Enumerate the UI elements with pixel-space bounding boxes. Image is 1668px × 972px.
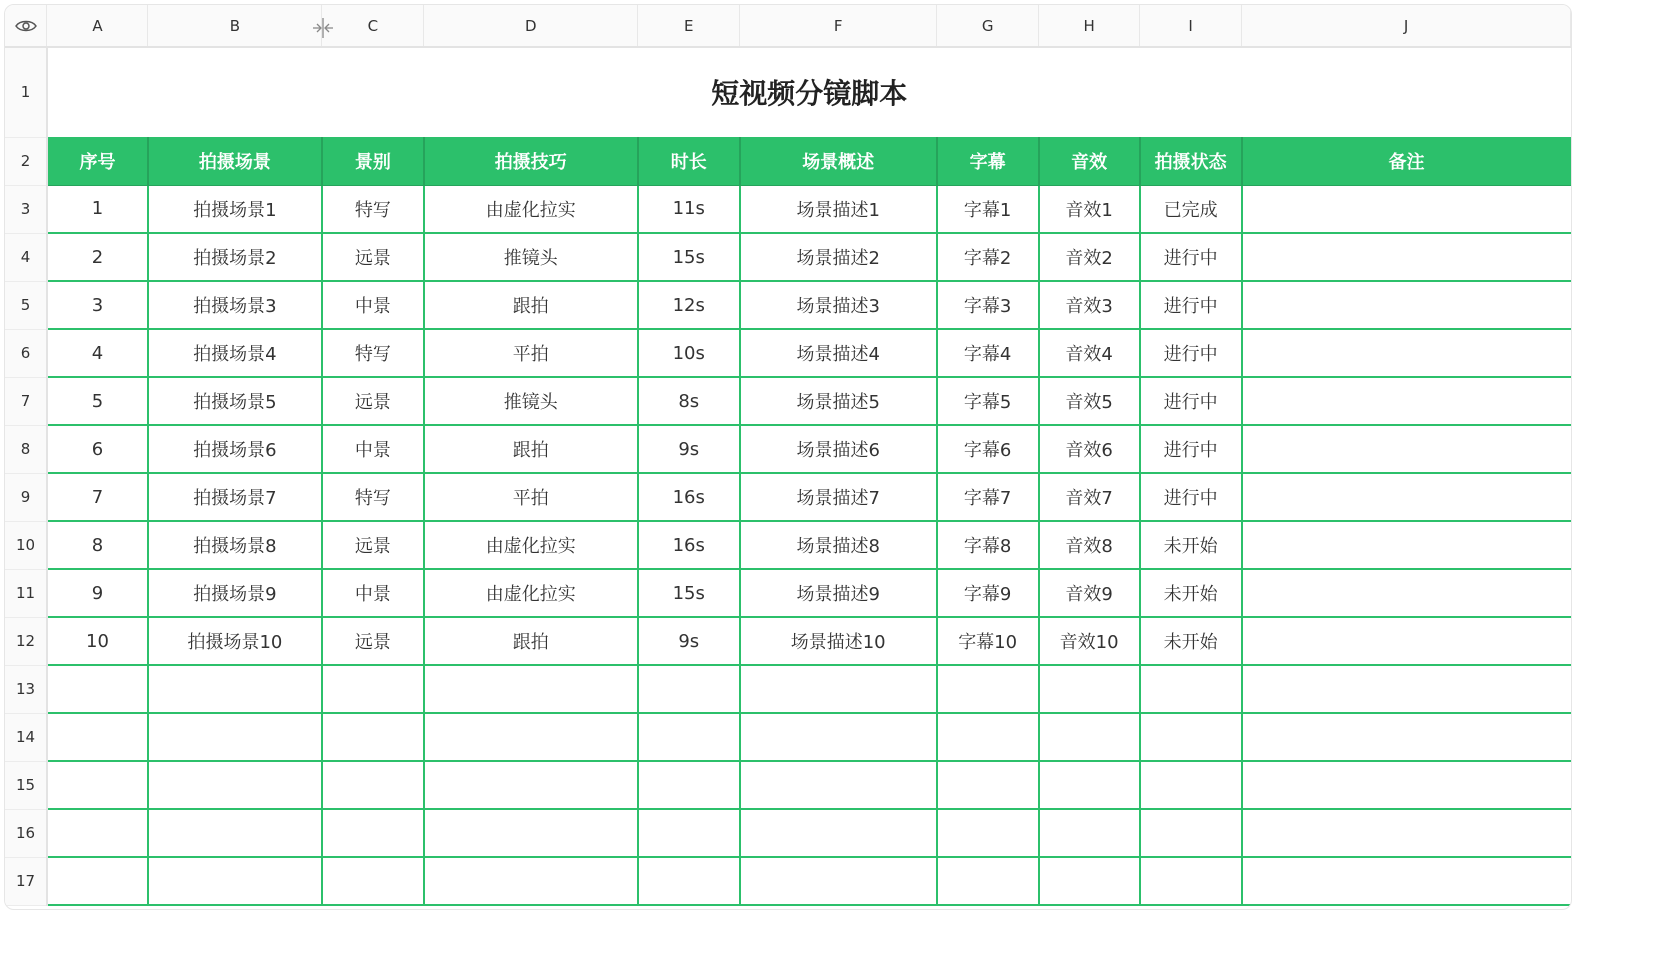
table-cell[interactable]: 字幕8 xyxy=(937,521,1039,569)
table-cell[interactable]: 音效3 xyxy=(1039,281,1140,329)
table-cell[interactable]: 进行中 xyxy=(1140,473,1242,521)
eye-icon[interactable] xyxy=(15,19,37,33)
table-row xyxy=(5,521,1571,569)
table-cell[interactable]: 场景描述7 xyxy=(740,473,937,521)
table-row xyxy=(5,377,1571,425)
header-cell[interactable]: 拍摄状态 xyxy=(1140,137,1242,185)
table-cell[interactable]: 跟拍 xyxy=(424,617,638,665)
table-cell[interactable] xyxy=(1242,857,1571,905)
header-cell[interactable]: 场景概述 xyxy=(740,137,937,185)
table-cell[interactable]: 音效10 xyxy=(1039,617,1140,665)
table-cell[interactable]: 10s xyxy=(638,329,740,377)
table-cell[interactable] xyxy=(1242,761,1571,809)
table-cell[interactable]: 拍摄场景1 xyxy=(148,185,322,233)
table-cell[interactable]: 音效6 xyxy=(1039,425,1140,473)
table-cell[interactable]: 8s xyxy=(638,377,740,425)
table-cell[interactable]: 场景描述2 xyxy=(740,233,937,281)
table-cell[interactable]: 字幕2 xyxy=(937,233,1039,281)
column-header-a[interactable]: A xyxy=(47,5,148,47)
table-cell[interactable] xyxy=(148,713,322,761)
table-cell[interactable]: 中景 xyxy=(322,281,424,329)
table-row xyxy=(5,713,1571,761)
header-cell[interactable]: 景别 xyxy=(322,137,424,185)
table-cell[interactable] xyxy=(47,713,148,761)
table-cell[interactable] xyxy=(322,665,424,713)
table-cell[interactable]: 进行中 xyxy=(1140,329,1242,377)
row-number[interactable]: 3 xyxy=(5,185,47,233)
table-header-row xyxy=(5,137,1571,185)
table-cell[interactable] xyxy=(322,713,424,761)
table-cell[interactable]: 字幕6 xyxy=(937,425,1039,473)
table-cell[interactable]: 2 xyxy=(47,233,148,281)
table-cell[interactable] xyxy=(322,809,424,857)
table-cell[interactable]: 9s xyxy=(638,425,740,473)
table-cell[interactable]: 音效5 xyxy=(1039,377,1140,425)
table-cell[interactable]: 特写 xyxy=(322,185,424,233)
table-cell[interactable]: 特写 xyxy=(322,473,424,521)
row-number[interactable]: 6 xyxy=(5,329,47,377)
table-row xyxy=(5,857,1571,905)
table-cell[interactable] xyxy=(424,713,638,761)
table-cell[interactable] xyxy=(937,665,1039,713)
table-cell[interactable]: 平拍 xyxy=(424,473,638,521)
column-header-g[interactable]: G xyxy=(937,5,1039,47)
table-cell[interactable]: 字幕7 xyxy=(937,473,1039,521)
table-cell[interactable] xyxy=(47,857,148,905)
row-number[interactable]: 16 xyxy=(5,809,47,857)
table-cell[interactable] xyxy=(638,713,740,761)
table-cell[interactable] xyxy=(1039,761,1140,809)
table-cell[interactable]: 未开始 xyxy=(1140,569,1242,617)
table-cell[interactable]: 字幕4 xyxy=(937,329,1039,377)
table-cell[interactable] xyxy=(638,809,740,857)
table-cell[interactable]: 场景描述9 xyxy=(740,569,937,617)
column-header-j[interactable]: J xyxy=(1242,5,1571,47)
table-cell[interactable] xyxy=(1242,569,1571,617)
table-cell[interactable] xyxy=(638,857,740,905)
table-cell[interactable]: 场景描述10 xyxy=(740,617,937,665)
table-cell[interactable]: 15s xyxy=(638,569,740,617)
table-cell[interactable] xyxy=(322,857,424,905)
table-row xyxy=(5,569,1571,617)
table-cell[interactable]: 拍摄场景6 xyxy=(148,425,322,473)
table-cell[interactable]: 16s xyxy=(638,473,740,521)
table-cell[interactable]: 字幕5 xyxy=(937,377,1039,425)
table-cell[interactable]: 4 xyxy=(47,329,148,377)
column-header-b[interactable]: B xyxy=(148,5,322,47)
spreadsheet xyxy=(4,4,1572,910)
table-cell[interactable]: 远景 xyxy=(322,617,424,665)
table-cell[interactable] xyxy=(740,665,937,713)
table-cell[interactable] xyxy=(937,857,1039,905)
table-cell[interactable] xyxy=(937,809,1039,857)
table-cell[interactable] xyxy=(47,761,148,809)
sheet-title-cell[interactable]: 短视频分镜脚本 xyxy=(47,47,1571,137)
table-cell[interactable]: 12s xyxy=(638,281,740,329)
table-cell[interactable]: 中景 xyxy=(322,425,424,473)
table-cell[interactable] xyxy=(937,713,1039,761)
column-header-row xyxy=(5,5,1571,47)
table-cell[interactable]: 未开始 xyxy=(1140,521,1242,569)
table-row xyxy=(5,329,1571,377)
table-cell[interactable]: 音效1 xyxy=(1039,185,1140,233)
row-number[interactable]: 1 xyxy=(5,47,47,137)
header-cell[interactable]: 字幕 xyxy=(937,137,1039,185)
row-number[interactable]: 17 xyxy=(5,857,47,905)
table-cell[interactable] xyxy=(148,857,322,905)
table-cell[interactable]: 进行中 xyxy=(1140,233,1242,281)
sheet-grid xyxy=(5,5,1571,906)
row-number[interactable]: 10 xyxy=(5,521,47,569)
table-row xyxy=(5,617,1571,665)
table-cell[interactable] xyxy=(47,665,148,713)
table-cell[interactable] xyxy=(740,713,937,761)
table-cell[interactable] xyxy=(1140,761,1242,809)
title-row xyxy=(5,47,1571,137)
table-cell[interactable] xyxy=(1140,665,1242,713)
table-cell[interactable]: 场景描述3 xyxy=(740,281,937,329)
row-number[interactable]: 14 xyxy=(5,713,47,761)
table-cell[interactable] xyxy=(1242,377,1571,425)
table-cell[interactable]: 推镜头 xyxy=(424,377,638,425)
table-cell[interactable]: 场景描述4 xyxy=(740,329,937,377)
column-header-h[interactable]: H xyxy=(1039,5,1140,47)
table-cell[interactable] xyxy=(1242,665,1571,713)
table-cell[interactable]: 进行中 xyxy=(1140,281,1242,329)
table-cell[interactable]: 字幕9 xyxy=(937,569,1039,617)
table-cell[interactable]: 拍摄场景4 xyxy=(148,329,322,377)
table-cell[interactable] xyxy=(638,761,740,809)
table-cell[interactable] xyxy=(1242,233,1571,281)
header-cell[interactable]: 时长 xyxy=(638,137,740,185)
table-cell[interactable] xyxy=(1242,521,1571,569)
row-number[interactable]: 12 xyxy=(5,617,47,665)
table-cell[interactable]: 平拍 xyxy=(424,329,638,377)
table-cell[interactable] xyxy=(47,809,148,857)
table-cell[interactable] xyxy=(1242,617,1571,665)
table-cell[interactable] xyxy=(740,809,937,857)
table-cell[interactable] xyxy=(424,809,638,857)
table-cell[interactable]: 3 xyxy=(47,281,148,329)
table-cell[interactable]: 5 xyxy=(47,377,148,425)
table-cell[interactable]: 远景 xyxy=(322,377,424,425)
column-header-c[interactable]: C xyxy=(322,5,424,47)
table-cell[interactable]: 9s xyxy=(638,617,740,665)
row-number[interactable]: 13 xyxy=(5,665,47,713)
table-cell[interactable]: 字幕10 xyxy=(937,617,1039,665)
table-row xyxy=(5,761,1571,809)
table-cell[interactable]: 特写 xyxy=(322,329,424,377)
table-cell[interactable]: 6 xyxy=(47,425,148,473)
table-cell[interactable]: 1 xyxy=(47,185,148,233)
table-cell[interactable] xyxy=(1140,713,1242,761)
table-cell[interactable] xyxy=(1242,185,1571,233)
table-cell[interactable] xyxy=(1039,809,1140,857)
table-row xyxy=(5,473,1571,521)
table-cell[interactable]: 场景描述6 xyxy=(740,425,937,473)
table-cell[interactable] xyxy=(1039,713,1140,761)
table-cell[interactable]: 音效2 xyxy=(1039,233,1140,281)
row-number[interactable]: 4 xyxy=(5,233,47,281)
table-row xyxy=(5,809,1571,857)
table-row xyxy=(5,425,1571,473)
column-header-f[interactable]: F xyxy=(740,5,937,47)
table-cell[interactable]: 音效9 xyxy=(1039,569,1140,617)
header-cell[interactable]: 拍摄技巧 xyxy=(424,137,638,185)
table-cell[interactable]: 拍摄场景10 xyxy=(148,617,322,665)
table-cell[interactable]: 场景描述5 xyxy=(740,377,937,425)
table-cell[interactable]: 跟拍 xyxy=(424,425,638,473)
table-cell[interactable]: 由虚化拉实 xyxy=(424,521,638,569)
table-cell[interactable]: 16s xyxy=(638,521,740,569)
table-cell[interactable] xyxy=(1140,809,1242,857)
table-cell[interactable]: 15s xyxy=(638,233,740,281)
table-cell[interactable]: 远景 xyxy=(322,521,424,569)
table-cell[interactable]: 8 xyxy=(47,521,148,569)
select-all-corner[interactable] xyxy=(5,5,47,47)
table-cell[interactable]: 推镜头 xyxy=(424,233,638,281)
table-cell[interactable]: 音效4 xyxy=(1039,329,1140,377)
table-row xyxy=(5,665,1571,713)
table-cell[interactable] xyxy=(740,857,937,905)
table-row xyxy=(5,281,1571,329)
table-cell[interactable]: 音效8 xyxy=(1039,521,1140,569)
table-cell[interactable] xyxy=(1039,857,1140,905)
table-cell[interactable] xyxy=(937,761,1039,809)
table-cell[interactable]: 中景 xyxy=(322,569,424,617)
table-row xyxy=(5,185,1571,233)
row-number[interactable]: 8 xyxy=(5,425,47,473)
table-cell[interactable] xyxy=(1242,809,1571,857)
table-cell[interactable] xyxy=(424,857,638,905)
table-cell[interactable]: 10 xyxy=(47,617,148,665)
table-cell[interactable]: 场景描述1 xyxy=(740,185,937,233)
row-number[interactable]: 9 xyxy=(5,473,47,521)
table-cell[interactable]: 拍摄场景2 xyxy=(148,233,322,281)
column-resize-icon[interactable] xyxy=(310,15,336,41)
table-cell[interactable]: 已完成 xyxy=(1140,185,1242,233)
header-cell[interactable]: 序号 xyxy=(47,137,148,185)
header-cell[interactable]: 音效 xyxy=(1039,137,1140,185)
table-cell[interactable] xyxy=(1242,425,1571,473)
table-cell[interactable]: 拍摄场景3 xyxy=(148,281,322,329)
table-cell[interactable] xyxy=(322,761,424,809)
table-cell[interactable]: 由虚化拉实 xyxy=(424,569,638,617)
row-number[interactable]: 11 xyxy=(5,569,47,617)
table-cell[interactable] xyxy=(1242,329,1571,377)
column-header-d[interactable]: D xyxy=(424,5,638,47)
row-number[interactable]: 15 xyxy=(5,761,47,809)
table-cell[interactable]: 7 xyxy=(47,473,148,521)
row-number[interactable]: 2 xyxy=(5,137,47,185)
table-cell[interactable] xyxy=(638,665,740,713)
table-cell[interactable] xyxy=(148,665,322,713)
table-cell[interactable] xyxy=(148,761,322,809)
table-cell[interactable]: 拍摄场景5 xyxy=(148,377,322,425)
table-row xyxy=(5,233,1571,281)
table-cell[interactable]: 字幕3 xyxy=(937,281,1039,329)
table-cell[interactable] xyxy=(1242,473,1571,521)
table-cell[interactable] xyxy=(424,761,638,809)
table-cell[interactable]: 跟拍 xyxy=(424,281,638,329)
table-cell[interactable]: 场景描述8 xyxy=(740,521,937,569)
table-cell[interactable]: 字幕1 xyxy=(937,185,1039,233)
table-cell[interactable] xyxy=(1242,281,1571,329)
column-header-i[interactable]: I xyxy=(1140,5,1242,47)
row-number[interactable]: 7 xyxy=(5,377,47,425)
table-cell[interactable]: 9 xyxy=(47,569,148,617)
table-cell[interactable]: 音效7 xyxy=(1039,473,1140,521)
table-cell[interactable] xyxy=(148,809,322,857)
table-cell[interactable] xyxy=(1140,857,1242,905)
table-cell[interactable]: 拍摄场景7 xyxy=(148,473,322,521)
table-cell[interactable]: 远景 xyxy=(322,233,424,281)
header-cell[interactable]: 备注 xyxy=(1242,137,1571,185)
table-cell[interactable]: 拍摄场景8 xyxy=(148,521,322,569)
table-cell[interactable]: 未开始 xyxy=(1140,617,1242,665)
table-cell[interactable] xyxy=(740,761,937,809)
table-cell[interactable]: 拍摄场景9 xyxy=(148,569,322,617)
header-cell[interactable]: 拍摄场景 xyxy=(148,137,322,185)
column-header-e[interactable]: E xyxy=(638,5,740,47)
table-cell[interactable]: 由虚化拉实 xyxy=(424,185,638,233)
table-cell[interactable] xyxy=(424,665,638,713)
table-cell[interactable] xyxy=(1039,665,1140,713)
table-cell[interactable] xyxy=(1242,713,1571,761)
table-cell[interactable]: 进行中 xyxy=(1140,425,1242,473)
table-cell[interactable]: 进行中 xyxy=(1140,377,1242,425)
row-number[interactable]: 5 xyxy=(5,281,47,329)
table-cell[interactable]: 11s xyxy=(638,185,740,233)
